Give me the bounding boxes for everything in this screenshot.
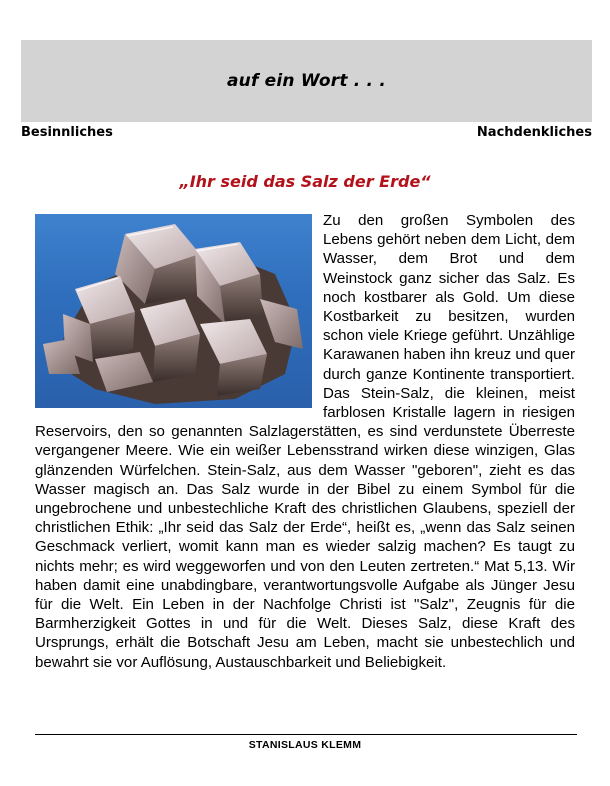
column-title: auf ein Wort . . .: [226, 71, 386, 91]
footer-divider: [35, 734, 577, 735]
subheads: [21, 125, 592, 140]
salt-crystal-photo: [35, 214, 312, 408]
subhead-right: Nachdenkliches: [476, 125, 592, 140]
salt-crystal-illustration: [35, 214, 312, 408]
article-body: [35, 211, 575, 672]
article-headline: „Ihr seid das Salz der Erde“: [179, 172, 431, 191]
author-name: STANISLAUS KLEMM: [248, 739, 362, 751]
article-text: Zu den großen Symbolen des Lebens gehört neben dem Licht, dem Wasser, dem Brot und dem Weinstock ganz sicher das Salz. Es noch kostbarer als Gold. Um diese Kostbarkeit zu besitzen, wurden schon viele Kriege geführt. Unzählige Karawanen haben ihn kreuz und quer durch ganze Kontinente transportiert. Das Stein-Salz, die kleinen, meist farblosen Kristalle lagern in riesigen Reservoirs, den so genannten Salzlagerstätten, es sind verdunstete Überreste vergangener Meere. Wie ein weißer Lebensstrand wirken diese winzigen, Glas glänzenden Würfelchen. Stein-Salz, aus dem Wasser "geboren", zieht es das Wasser magisch an. Das Salz wurde in der Bibel zu einem Symbol für die ungebrochene und unbestechliche Kraft des christlichen Glaubens, speziell der christlichen Ethik: „Ihr seid das Salz der Erde“, heißt es, „wenn das Salz seinen Geschmack verliert, womit kann man es wieder salzig machen? Es taugt zu nichts mehr; es wird weggeworfen und von den Leuten zertreten.“ Mat 5,13. Wir haben damit eine unabdingbare, verantwortungsvolle Aufgabe als Jünger Jesu für die Welt. Ein Leben in der Nachfolge Christi ist "Salz", Zeugnis für die Barmherzigkeit Gottes in und für die Welt. Dieses Salz, diese Kraft des Ursprungs, erhält die Botschaft Jesu am Leben, macht sie unbestechlich und bewahrt sie vor Auflösung, Austauschbarkeit und Beliebigkeit.: [35, 212, 575, 671]
header-band: [21, 40, 592, 122]
subhead-left: Besinnliches: [21, 125, 113, 140]
